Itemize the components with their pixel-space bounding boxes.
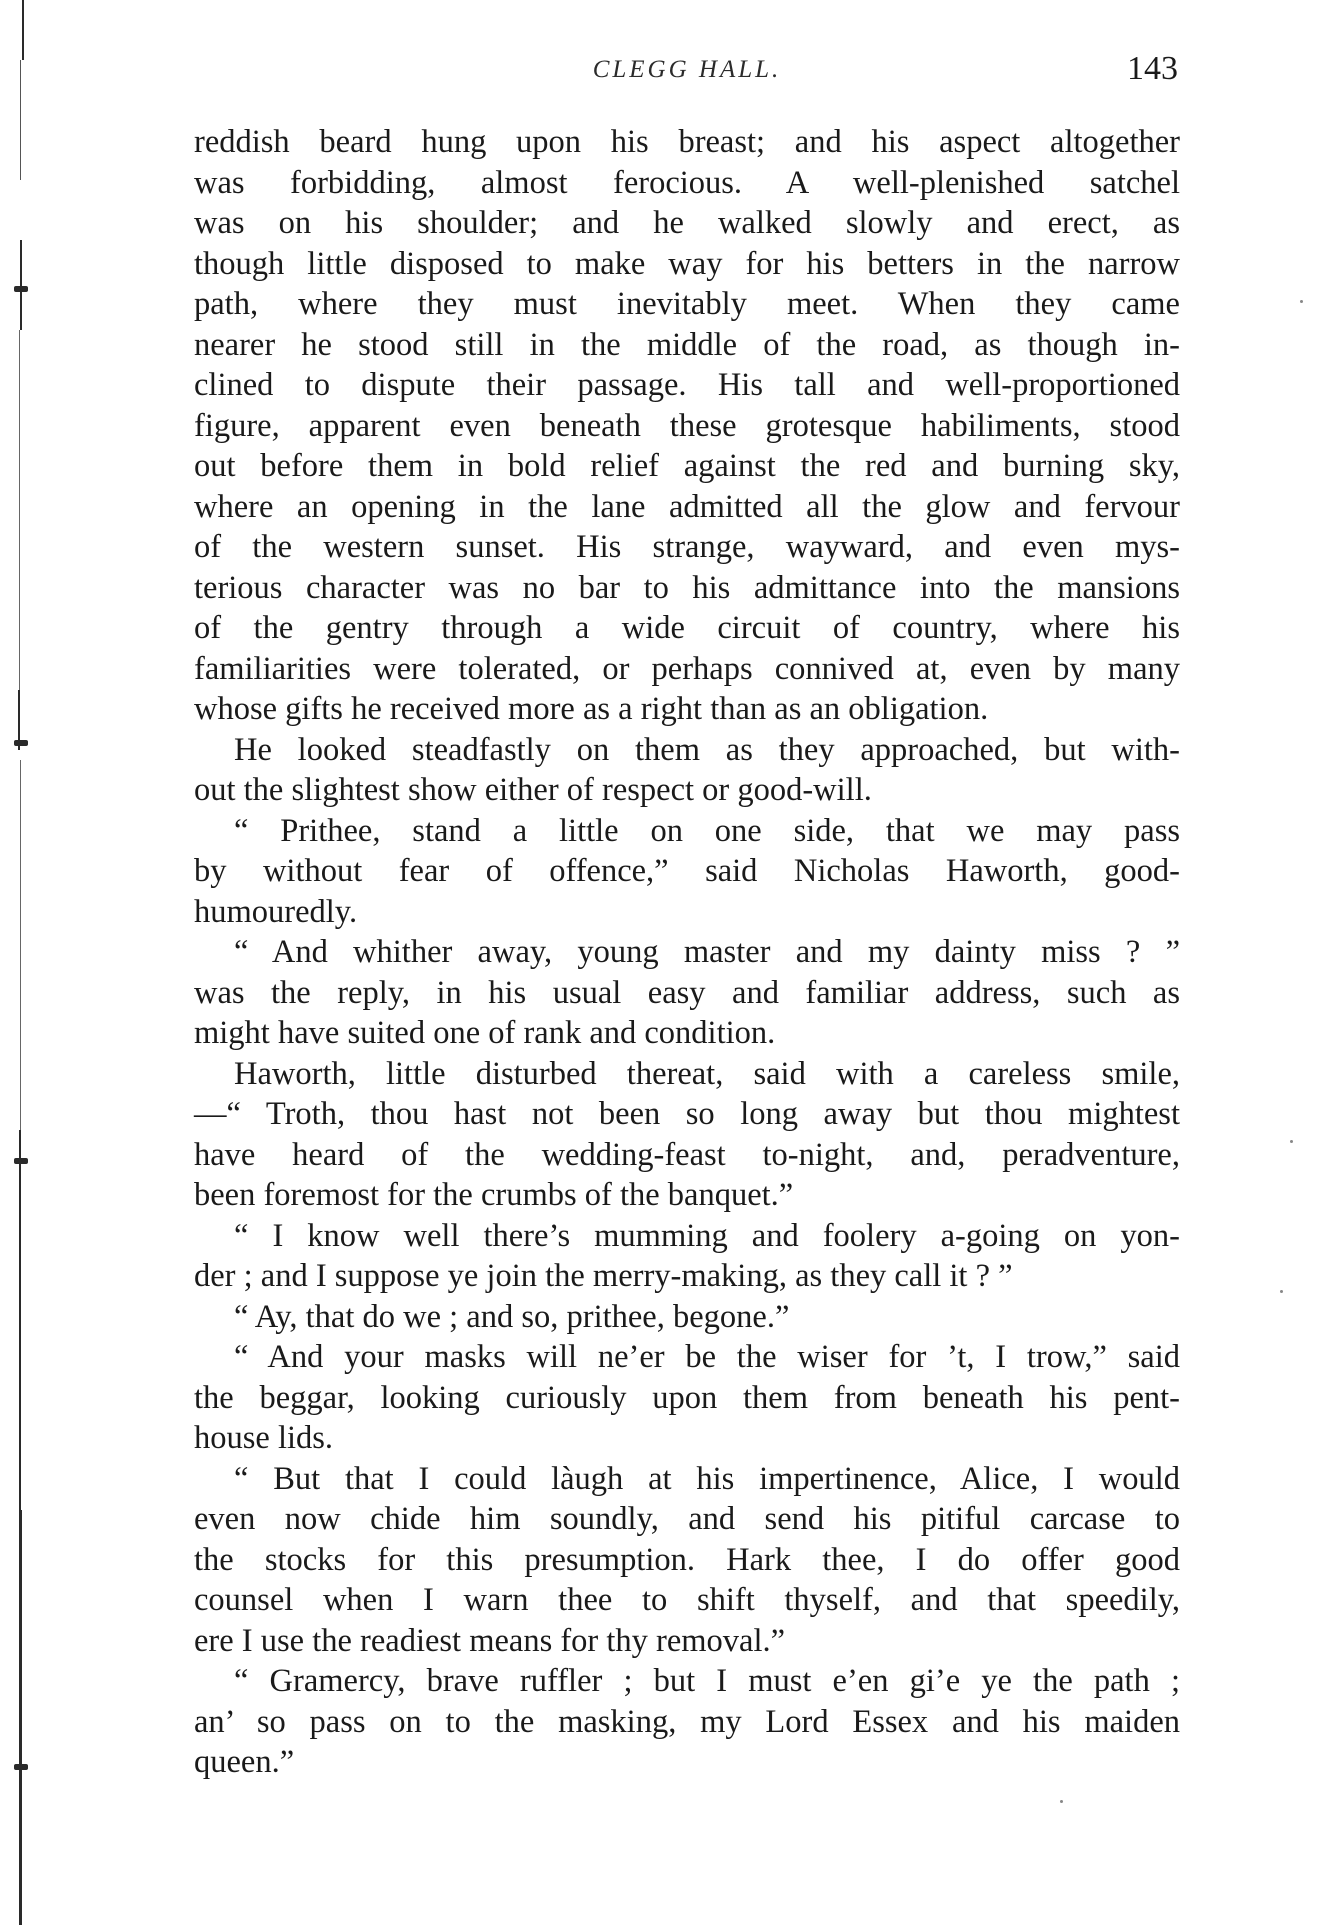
paper-speck (1280, 1290, 1283, 1293)
text-line: whose gifts he received more as a right than as an obligation. (194, 691, 989, 727)
text-line: have heard of the wedding-feast to-night, and, peradventure, (194, 1136, 1180, 1173)
text-line: familiarities were tolerated, or perhaps connived at, even by many (194, 650, 1180, 687)
text-line: “ But that I could làugh at his impertinence, Alice, I would (234, 1460, 1180, 1497)
text-line: by without fear of offence,” said Nicholas Haworth, good- (194, 853, 1180, 889)
page-number: 143 (1127, 50, 1178, 87)
paper-speck (1060, 1800, 1063, 1803)
text-line: “ And whither away, young master and my dainty miss ? ” (234, 934, 1180, 970)
text-line: humouredly. (194, 893, 358, 930)
text-line: might have suited one of rank and condition. (194, 1015, 776, 1051)
text-line: nearer he stood still in the middle of the road, as though in- (194, 326, 1180, 363)
text-line: “ Gramercy, brave ruffler ; but I must e’en gi’e ye the path ; (234, 1663, 1180, 1699)
paper-speck (1300, 300, 1303, 303)
text-line: was forbidding, almost ferocious. A well-plenished satchel (194, 164, 1180, 201)
text-line: the stocks for this presumption. Hark thee, I do offer good (194, 1541, 1180, 1578)
text-line: where an opening in the lane admitted all the glow and fervour (194, 488, 1180, 525)
text-line: figure, apparent even beneath these grotesque habiliments, stood (194, 407, 1180, 444)
text-line: —“ Troth, thou hast not been so long away but thou mightest (194, 1096, 1180, 1132)
text-line: out the slightest show either of respect or good-will. (194, 772, 872, 808)
page-header (196, 50, 1178, 98)
body-text (194, 122, 1180, 1783)
text-line: was on his shoulder; and he walked slowly and erect, as (194, 205, 1180, 241)
text-line: “ And your masks will ne’er be the wiser for ’t, I trow,” said (234, 1339, 1180, 1375)
text-line: even now chide him soundly, and send his pitiful carcase to (194, 1501, 1180, 1537)
text-line: was the reply, in his usual easy and familiar address, such as (194, 974, 1180, 1011)
text-line: an’ so pass on to the masking, my Lord Essex and his maiden (194, 1703, 1180, 1740)
text-line: been foremost for the crumbs of the banquet.” (194, 1177, 794, 1213)
text-line: “ Ay, that do we ; and so, prithee, begone.” (234, 1298, 790, 1335)
text-line: the beggar, looking curiously upon them from beneath his pent- (194, 1379, 1180, 1416)
text-line: Haworth, little disturbed thereat, said with a careless smile, (234, 1055, 1180, 1092)
text-line: clined to dispute their passage. His tall and well-proportioned (194, 367, 1180, 403)
text-line: of the gentry through a wide circuit of country, where his (194, 610, 1180, 646)
text-line: reddish beard hung upon his breast; and his aspect altogether (194, 124, 1180, 160)
text-line: He looked steadfastly on them as they approached, but with- (234, 731, 1180, 768)
text-line: queen.” (194, 1744, 295, 1780)
text-line: “ I know well there’s mumming and foolery a-going on yon- (234, 1217, 1180, 1254)
text-line: ere I use the readiest means for thy removal.” (194, 1622, 786, 1659)
text-line: of the western sunset. His strange, wayward, and even mys- (194, 529, 1180, 565)
text-line: der ; and I suppose ye join the merry-making, as they call it ? ” (194, 1258, 1013, 1294)
text-line: “ Prithee, stand a little on one side, that we may pass (234, 812, 1180, 849)
binding-edge (0, 0, 40, 1925)
paper-speck (1290, 1140, 1293, 1143)
text-line: counsel when I warn thee to shift thyself, and that speedily, (194, 1582, 1180, 1618)
text-line: path, where they must inevitably meet. When they came (194, 286, 1180, 322)
running-head: CLEGG HALL. (592, 56, 782, 83)
text-line: terious character was no bar to his admittance into the mansions (194, 569, 1180, 606)
text-line: house lids. (194, 1420, 334, 1456)
text-line: out before them in bold relief against the red and burning sky, (194, 448, 1180, 484)
text-line: though little disposed to make way for his betters in the narrow (194, 245, 1180, 282)
